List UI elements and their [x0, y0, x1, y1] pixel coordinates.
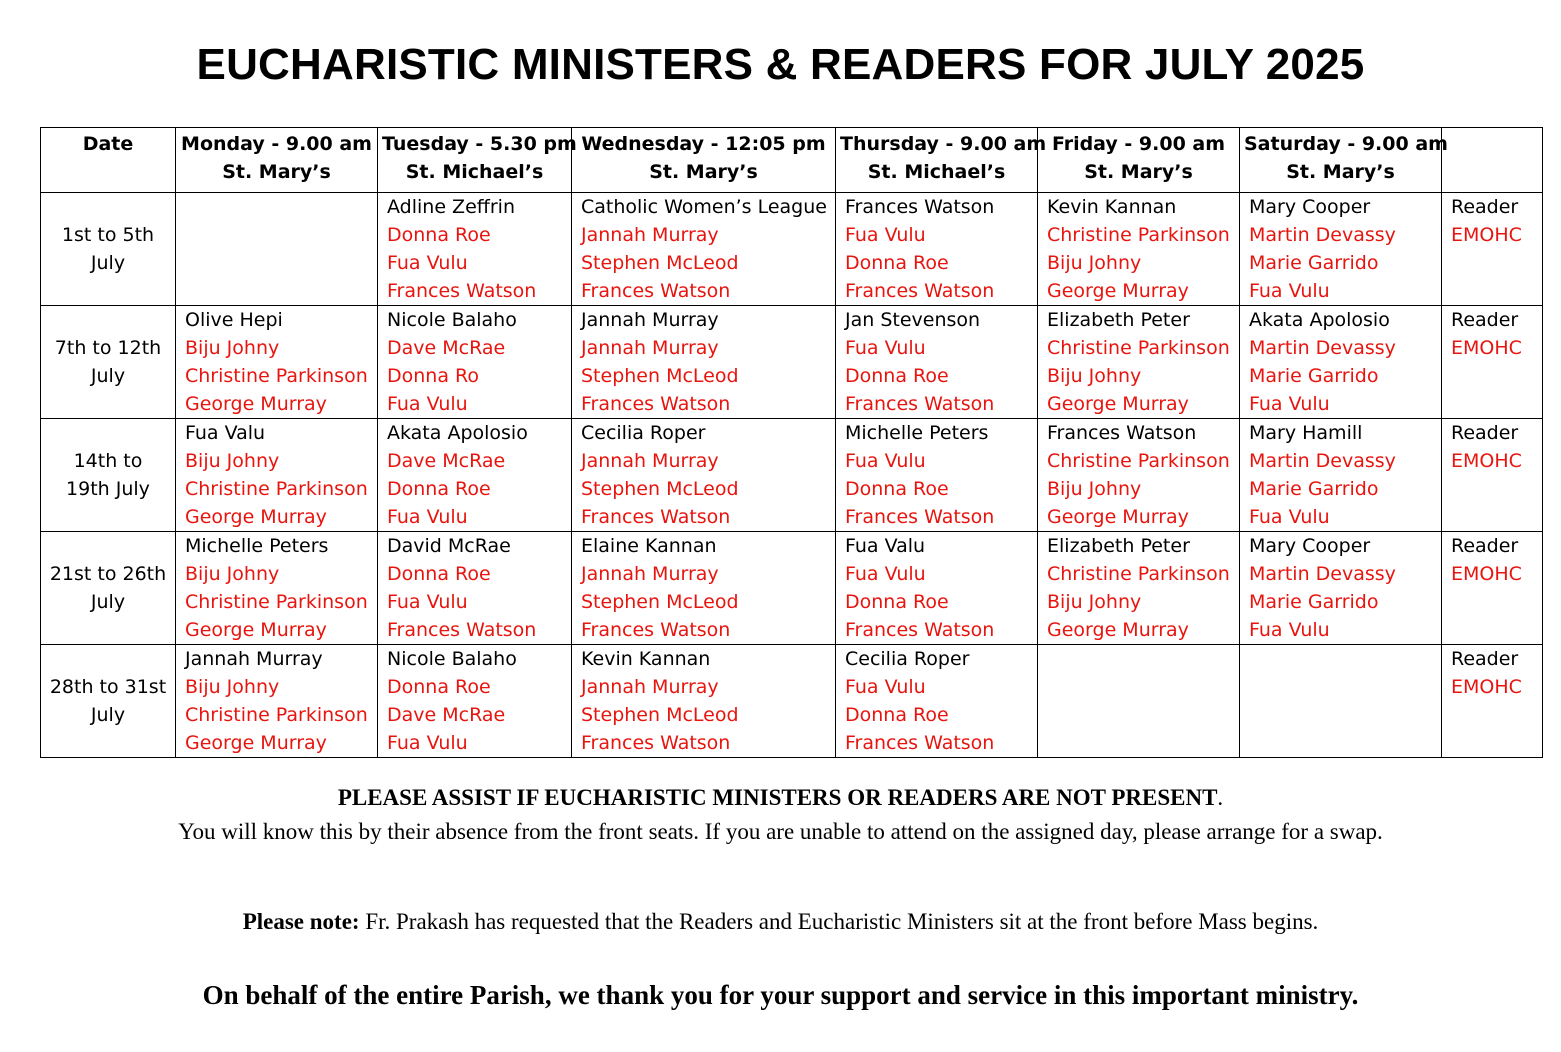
column-header: [1240, 128, 1448, 193]
assistant-name: Fua Vulu: [1249, 280, 1330, 302]
assistant-name: Christine Parkinson: [185, 704, 368, 726]
assistant-name: Martin Devassy: [1249, 337, 1396, 359]
lead-name: Elizabeth Peter: [1047, 535, 1190, 557]
assistant-name: George Murray: [185, 619, 327, 641]
date-label: July: [90, 252, 126, 274]
column-header-line: Date: [82, 133, 134, 155]
column-header-line: [45, 158, 171, 186]
roster-table: [40, 127, 1543, 758]
lead-name: Mary Cooper: [1249, 535, 1371, 557]
table-row: [41, 532, 1543, 645]
lead-name: Kevin Kannan: [581, 648, 711, 670]
roster-cell: [378, 306, 572, 419]
date-cell: [41, 193, 176, 306]
header-row: [41, 128, 1543, 193]
assistant-name: Frances Watson: [845, 393, 995, 415]
assistant-name: Donna Roe: [845, 591, 949, 613]
column-header: [836, 128, 1047, 193]
column-header-line: St. Michael’s: [405, 161, 544, 183]
assistant-name: Biju Johny: [1047, 252, 1142, 274]
assistant-name: Christine Parkinson: [185, 478, 368, 500]
lead-name: Fua Valu: [845, 535, 926, 557]
assistant-name: Biju Johny: [1047, 365, 1142, 387]
assistant-name: George Murray: [1047, 280, 1189, 302]
assistant-name: George Murray: [1047, 619, 1189, 641]
column-header-line: Thursday - 9.00 am: [840, 133, 1047, 155]
roster-cell: [1038, 419, 1240, 532]
column-header: [572, 128, 836, 193]
column-header-line: St. Mary’s: [222, 161, 331, 183]
column-header-line: St. Mary’s: [1286, 161, 1395, 183]
assistant-name: Christine Parkinson: [1047, 563, 1230, 585]
assistant-name: Marie Garrido: [1249, 478, 1379, 500]
assistant-name: Frances Watson: [581, 393, 731, 415]
roster-cell: [1240, 419, 1442, 532]
date-label: July: [90, 704, 126, 726]
assistant-name: Jannah Murray: [581, 224, 719, 246]
lead-name: Reader: [1451, 535, 1519, 557]
roster-cell: [836, 306, 1038, 419]
roster-cell: [1038, 193, 1240, 306]
lead-name: Mary Cooper: [1249, 196, 1371, 218]
column-header-line: Saturday - 9.00 am: [1244, 133, 1448, 155]
roster-cell: [176, 645, 378, 758]
lead-name: Elizabeth Peter: [1047, 309, 1190, 331]
column-header-line: St. Michael’s: [867, 161, 1006, 183]
date-label: 21st to 26th: [49, 563, 167, 585]
assistant-name: Christine Parkinson: [1047, 224, 1230, 246]
assistant-name: Donna Roe: [845, 704, 949, 726]
date-label: 14th to: [73, 450, 143, 472]
lead-name: Cecilia Roper: [581, 422, 706, 444]
assistant-name: EMOHC: [1451, 224, 1522, 246]
lead-name: Kevin Kannan: [1047, 196, 1177, 218]
roster-cell: [378, 645, 572, 758]
assistant-name: Biju Johny: [185, 676, 280, 698]
assistant-name: Biju Johny: [185, 450, 280, 472]
assistant-name: EMOHC: [1451, 563, 1522, 585]
assistant-name: Christine Parkinson: [1047, 450, 1230, 472]
assistant-name: Frances Watson: [845, 619, 995, 641]
assistant-name: Jannah Murray: [581, 563, 719, 585]
assistant-name: Martin Devassy: [1249, 450, 1396, 472]
table-row: [41, 419, 1543, 532]
column-header-line: Wednesday - 12:05 pm: [581, 133, 826, 155]
date-cell: [41, 645, 176, 758]
lead-name: Fua Valu: [185, 422, 266, 444]
assistant-name: Stephen McLeod: [581, 365, 739, 387]
column-header: [378, 128, 577, 193]
lead-name: David McRae: [387, 535, 511, 557]
date-label: July: [90, 591, 126, 613]
table-row: [41, 306, 1543, 419]
assistant-name: Biju Johny: [1047, 478, 1142, 500]
assistant-name: Stephen McLeod: [581, 252, 739, 274]
roster-cell: [836, 645, 1038, 758]
roster-cell: [572, 532, 836, 645]
roster-cell: [1240, 193, 1442, 306]
assistant-name: Donna Roe: [845, 478, 949, 500]
assistant-name: George Murray: [185, 393, 327, 415]
assistant-name: Frances Watson: [581, 732, 731, 754]
assistant-name: Jannah Murray: [581, 676, 719, 698]
assistant-name: Jannah Murray: [581, 337, 719, 359]
assistant-name: Stephen McLeod: [581, 591, 739, 613]
date-cell: [41, 419, 176, 532]
assistant-name: Frances Watson: [387, 280, 537, 302]
lead-name: Michelle Peters: [845, 422, 989, 444]
roster-cell: [176, 193, 378, 306]
please-note: [0, 909, 1561, 935]
lead-name: Jannah Murray: [185, 648, 323, 670]
lead-name: Nicole Balaho: [387, 309, 517, 331]
assistant-name: Biju Johny: [1047, 591, 1142, 613]
assistant-name: Donna Roe: [845, 365, 949, 387]
roster-cell: [572, 645, 836, 758]
lead-name: Reader: [1451, 648, 1519, 670]
assistant-name: Donna Roe: [387, 224, 491, 246]
roster-cell: [176, 306, 378, 419]
date-cell: [41, 306, 176, 419]
roster-header: [41, 128, 1543, 193]
roster-cell: [1038, 645, 1240, 758]
lead-name: Catholic Women’s League: [581, 196, 827, 218]
lead-name: Olive Hepi: [185, 309, 283, 331]
lead-name: Reader: [1451, 196, 1519, 218]
roster-cell: [836, 193, 1038, 306]
page-title: EUCHARISTIC MINISTERS & READERS FOR JULY 2025: [196, 40, 1365, 89]
assistant-name: EMOHC: [1451, 450, 1522, 472]
assistant-name: Marie Garrido: [1249, 591, 1379, 613]
assistant-name: Frances Watson: [845, 280, 995, 302]
roster-cell: [1442, 532, 1543, 645]
lead-name: Frances Watson: [1047, 422, 1197, 444]
assistant-name: Fua Vulu: [1249, 393, 1330, 415]
date-cell: [41, 532, 176, 645]
assistant-name: Dave McRae: [387, 450, 506, 472]
lead-name: Nicole Balaho: [387, 648, 517, 670]
assistant-name: Donna Roe: [387, 563, 491, 585]
assistant-name: Fua Vulu: [845, 224, 926, 246]
roster-cell: [836, 419, 1038, 532]
assistant-name: Frances Watson: [845, 732, 995, 754]
assistant-name: Frances Watson: [581, 506, 731, 528]
assist-notice: [0, 785, 1561, 811]
assist-notice-end: .: [1217, 785, 1224, 810]
assistant-name: George Murray: [185, 732, 327, 754]
assistant-name: George Murray: [1047, 506, 1189, 528]
roster-cell: [1038, 532, 1240, 645]
assist-notice-bold: PLEASE ASSIST IF EUCHARISTIC MINISTERS OR READERS ARE NOT PRESENT: [337, 785, 1218, 810]
assistant-name: George Murray: [1047, 393, 1189, 415]
roster-cell: [1442, 645, 1543, 758]
roster-cell: [378, 532, 572, 645]
assistant-name: Fua Vulu: [845, 337, 926, 359]
column-header-line: [1446, 130, 1538, 158]
assistant-name: Christine Parkinson: [185, 365, 368, 387]
assistant-name: Donna Roe: [387, 478, 491, 500]
lead-name: Mary Hamill: [1249, 422, 1363, 444]
assistant-name: Fua Vulu: [387, 732, 468, 754]
roster-cell: [1240, 645, 1442, 758]
please-note-text: Fr. Prakash has requested that the Readers and Eucharistic Ministers sit at the front before Mass begins.: [359, 909, 1319, 934]
assistant-name: Donna Roe: [387, 676, 491, 698]
column-header: [1442, 128, 1543, 193]
assistant-name: Fua Vulu: [845, 676, 926, 698]
assistant-name: EMOHC: [1451, 337, 1522, 359]
assistant-name: Fua Vulu: [845, 450, 926, 472]
column-header: [41, 128, 176, 193]
assistant-name: Marie Garrido: [1249, 252, 1379, 274]
lead-name: Michelle Peters: [185, 535, 329, 557]
lead-name: Reader: [1451, 309, 1519, 331]
please-note-label: Please note:: [242, 909, 360, 934]
column-header-line: [1446, 158, 1538, 186]
assistant-name: Jannah Murray: [581, 450, 719, 472]
roster-cell: [572, 306, 836, 419]
roster-cell: [176, 419, 378, 532]
assistant-name: Martin Devassy: [1249, 224, 1396, 246]
assistant-name: Christine Parkinson: [1047, 337, 1230, 359]
date-label: 1st to 5th: [61, 224, 155, 246]
assistant-name: Biju Johny: [185, 337, 280, 359]
thanks-message: On behalf of the entire Parish, we thank you for your support and service in this important ministry.: [202, 980, 1359, 1010]
lead-name: Akata Apolosio: [387, 422, 528, 444]
lead-name: Akata Apolosio: [1249, 309, 1390, 331]
assistant-name: Stephen McLeod: [581, 478, 739, 500]
roster-cell: [1442, 193, 1543, 306]
roster-cell: [1442, 306, 1543, 419]
assistant-name: Dave McRae: [387, 337, 506, 359]
table-row: [41, 193, 1543, 306]
roster-cell: [378, 419, 572, 532]
roster-cell: [572, 419, 836, 532]
lead-name: Jannah Murray: [581, 309, 719, 331]
lead-name: Cecilia Roper: [845, 648, 970, 670]
column-header: [1038, 128, 1240, 193]
assistant-name: Donna Roe: [845, 252, 949, 274]
date-label: 28th to 31st: [49, 676, 167, 698]
date-label: 7th to 12th: [54, 337, 162, 359]
assistant-name: George Murray: [185, 506, 327, 528]
roster-body: [41, 193, 1543, 758]
assistant-name: Donna Ro: [387, 365, 479, 387]
column-header-line: St. Mary’s: [1084, 161, 1193, 183]
lead-name: Jan Stevenson: [845, 309, 981, 331]
table-row: [41, 645, 1543, 758]
assistant-name: Fua Vulu: [1249, 619, 1330, 641]
date-label: 19th July: [66, 478, 150, 500]
lead-name: Reader: [1451, 422, 1519, 444]
assistant-name: Martin Devassy: [1249, 563, 1396, 585]
assistant-name: Fua Vulu: [387, 252, 468, 274]
roster-cell: [1038, 306, 1240, 419]
assistant-name: Fua Vulu: [387, 393, 468, 415]
lead-name: Adline Zeffrin: [387, 196, 515, 218]
assistant-name: Christine Parkinson: [185, 591, 368, 613]
column-header-line: Friday - 9.00 am: [1051, 133, 1226, 155]
assistant-name: Frances Watson: [387, 619, 537, 641]
assistant-name: Biju Johny: [185, 563, 280, 585]
roster-cell: [1240, 306, 1442, 419]
column-header-line: St. Mary’s: [649, 161, 758, 183]
assistant-name: Fua Vulu: [387, 506, 468, 528]
assistant-name: Marie Garrido: [1249, 365, 1379, 387]
assistant-name: Frances Watson: [845, 506, 995, 528]
assistant-name: EMOHC: [1451, 676, 1522, 698]
lead-name: Elaine Kannan: [581, 535, 717, 557]
assistant-name: Dave McRae: [387, 704, 506, 726]
roster-cell: [1240, 532, 1442, 645]
column-header-line: Tuesday - 5.30 pm: [382, 133, 577, 155]
absence-note: You will know this by their absence from the front seats. If you are unable to attend on the assigned day, please arrange for a swap.: [178, 819, 1383, 844]
assistant-name: Fua Vulu: [387, 591, 468, 613]
assistant-name: Stephen McLeod: [581, 704, 739, 726]
assistant-name: Frances Watson: [581, 280, 731, 302]
column-header: [176, 128, 378, 193]
assistant-name: Fua Vulu: [1249, 506, 1330, 528]
roster-cell: [572, 193, 836, 306]
roster-cell: [1442, 419, 1543, 532]
lead-name: Frances Watson: [845, 196, 995, 218]
roster-cell: [836, 532, 1038, 645]
roster-cell: [378, 193, 572, 306]
roster-cell: [176, 532, 378, 645]
date-label: July: [90, 365, 126, 387]
assistant-name: Fua Vulu: [845, 563, 926, 585]
assistant-name: Frances Watson: [581, 619, 731, 641]
column-header-line: Monday - 9.00 am: [181, 133, 372, 155]
